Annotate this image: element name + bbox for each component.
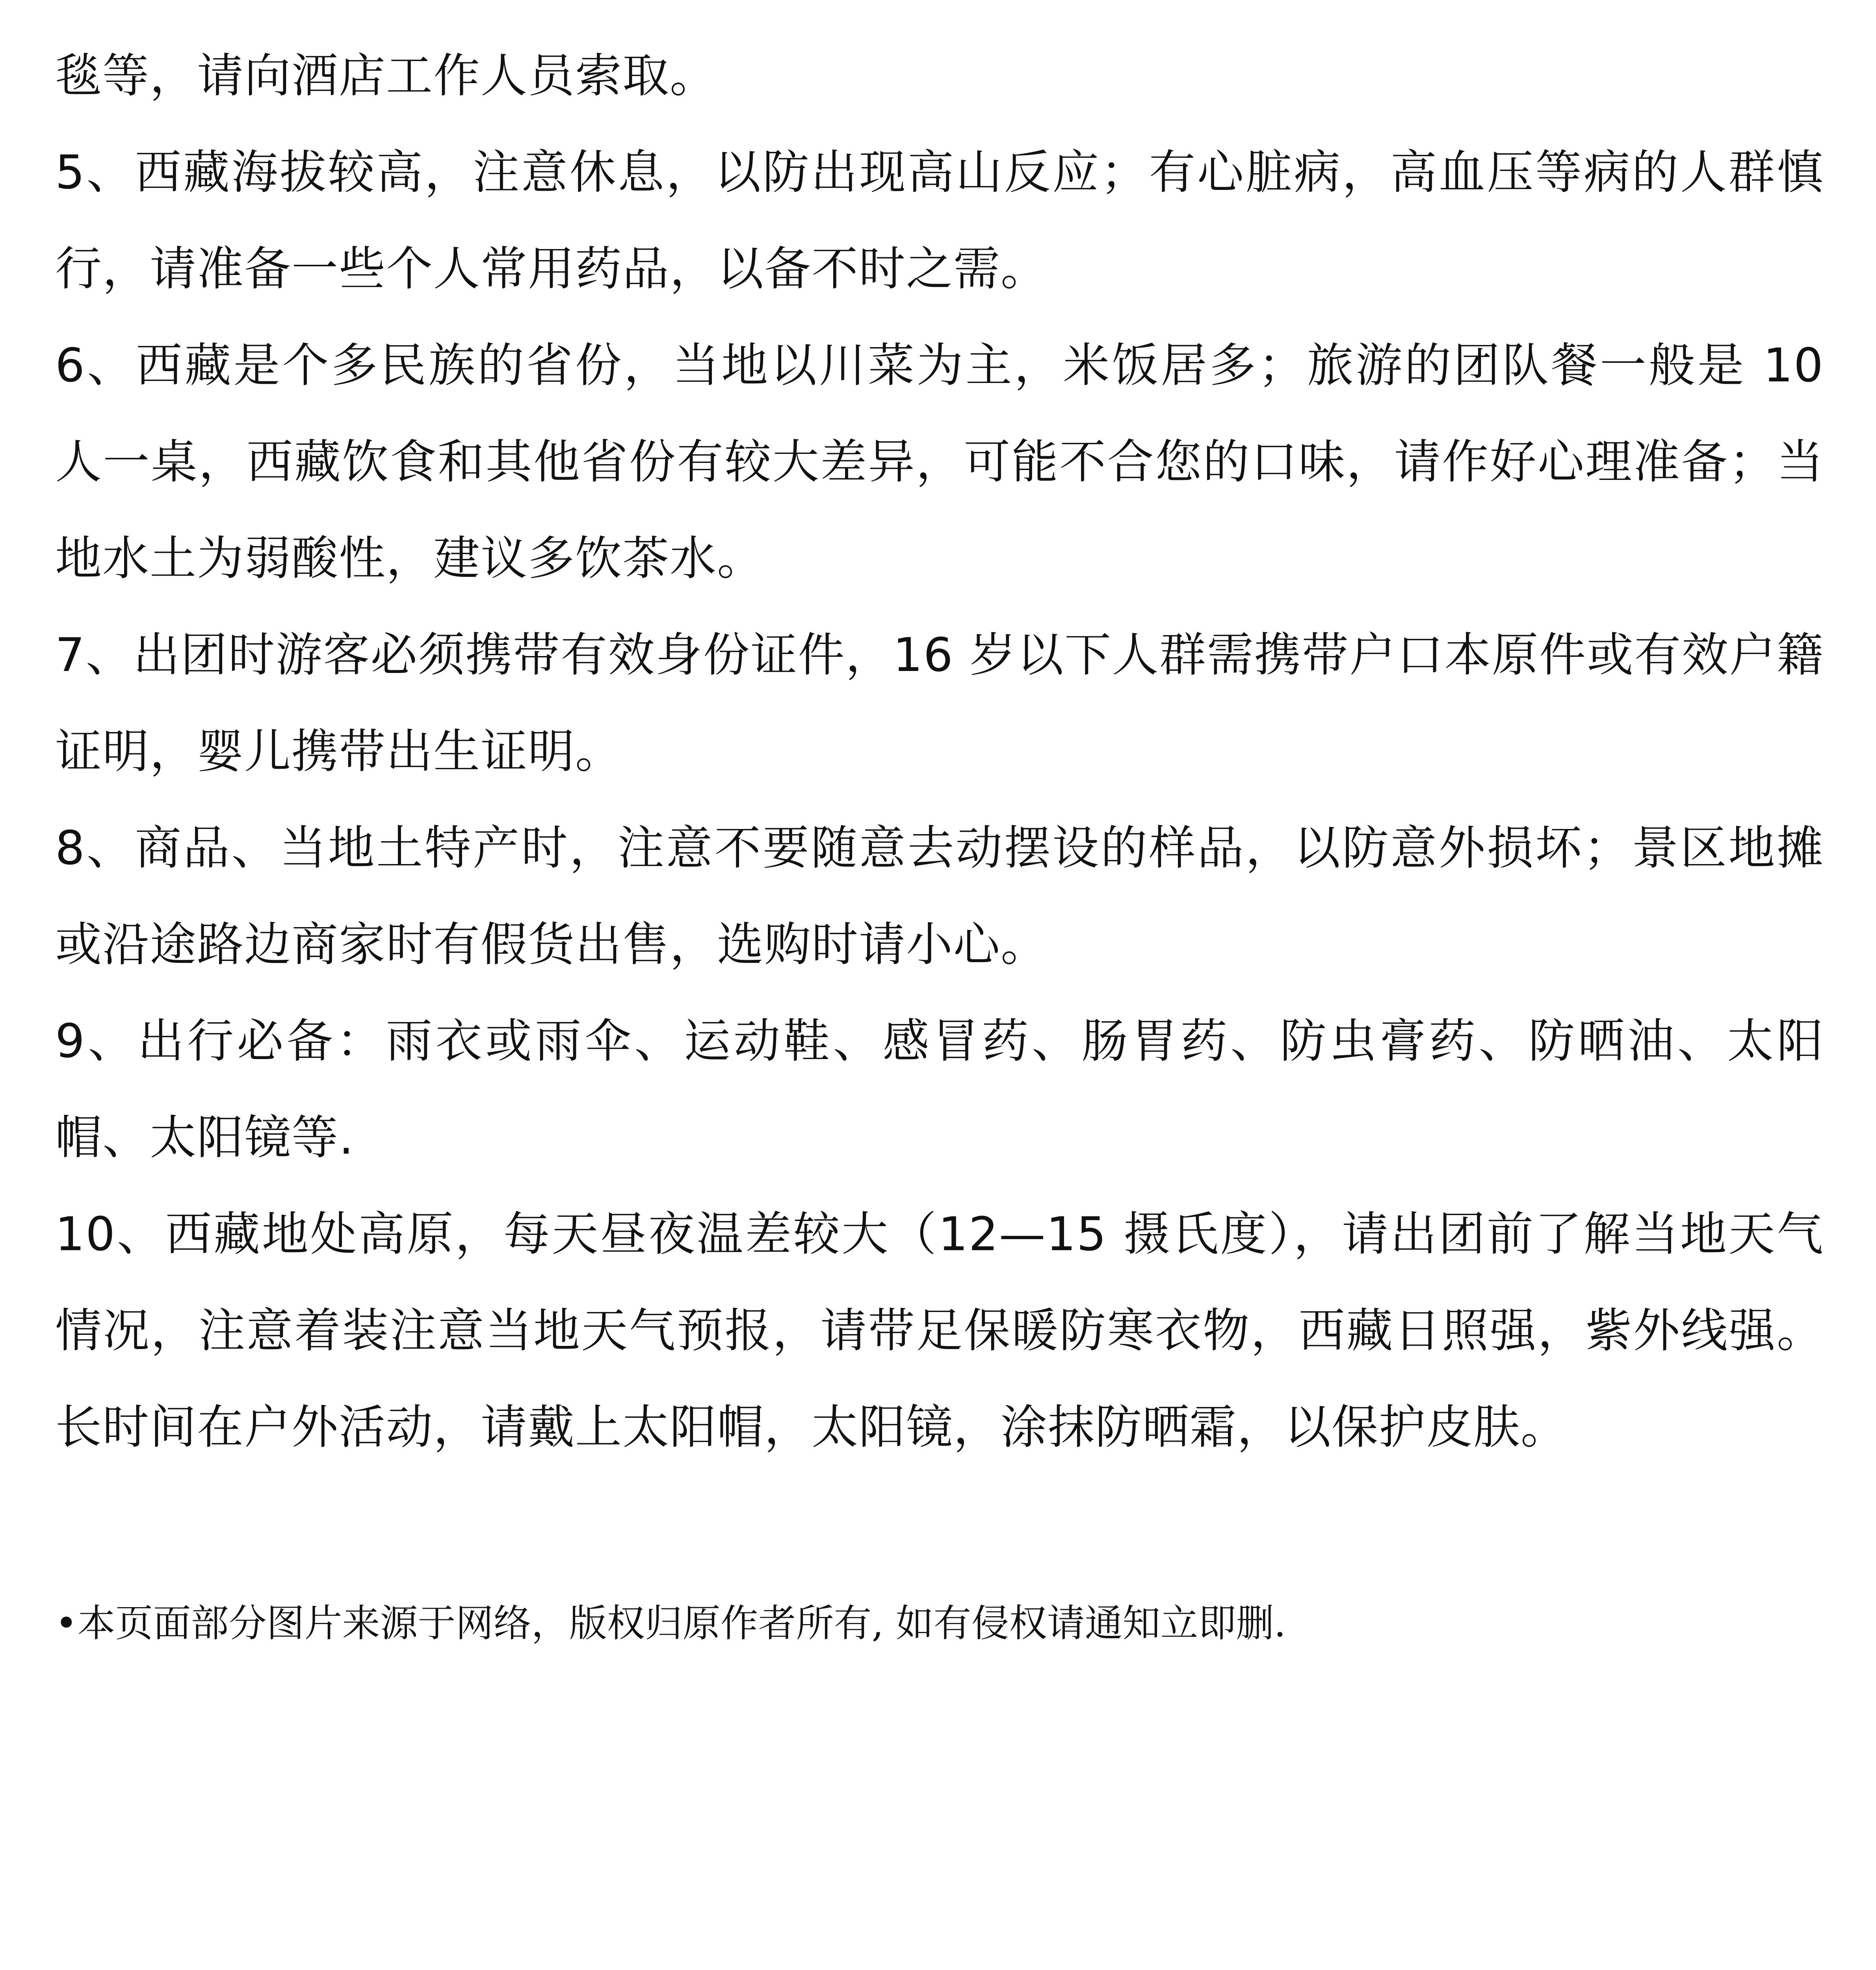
paragraph-item-6: 6、西藏是个多民族的省份，当地以川菜为主，米饭居多；旅游的团队餐一般是 10 人一桌，西藏饮食和其他省份有较大差异，可能不合您的口味，请作好心理准备；当地水土为弱酸性，建议多饮茶水。 [55,338,1824,585]
copyright-footnote: •本页面部分图片来源于网络，版权归原作者所有, 如有侵权请通知立即删. [55,1601,1286,1645]
paragraph-item-8: 8、商品、当地土特产时，注意不要随意去动摆设的样品，以防意外损坏；景区地摊或沿途路边商家时有假货出售，选购时请小心。 [55,821,1824,972]
document-page [55,28,1824,1651]
paragraph-item-7: 7、出团时游客必须携带有效身份证件，16 岁以下人群需携带户口本原件或有效户籍证明，婴儿携带出生证明。 [55,628,1824,779]
paragraph-item-5: 5、西藏海拔较高，注意休息，以防出现高山反应；有心脏病，高血压等病的人群慎行，请准备一些个人常用药品，以备不时之需。 [55,145,1824,296]
paragraph-item-10: 10、西藏地处高原，每天昼夜温差较大（12—15 摄氏度），请出团前了解当地天气情况，注意着装注意当地天气预报，请带足保暖防寒衣物，西藏日照强，紫外线强。长时间在户外活动，请戴上太阳帽，太阳镜，涂抹防晒霜，以保护皮肤。 [55,1207,1824,1454]
paragraph-item-4-continued: 毯等，请向酒店工作人员索取。 [55,48,717,103]
paragraph-item-9: 9、出行必备：雨衣或雨伞、运动鞋、感冒药、肠胃药、防虫膏药、防晒油、太阳帽、太阳镜等. [55,1014,1824,1165]
